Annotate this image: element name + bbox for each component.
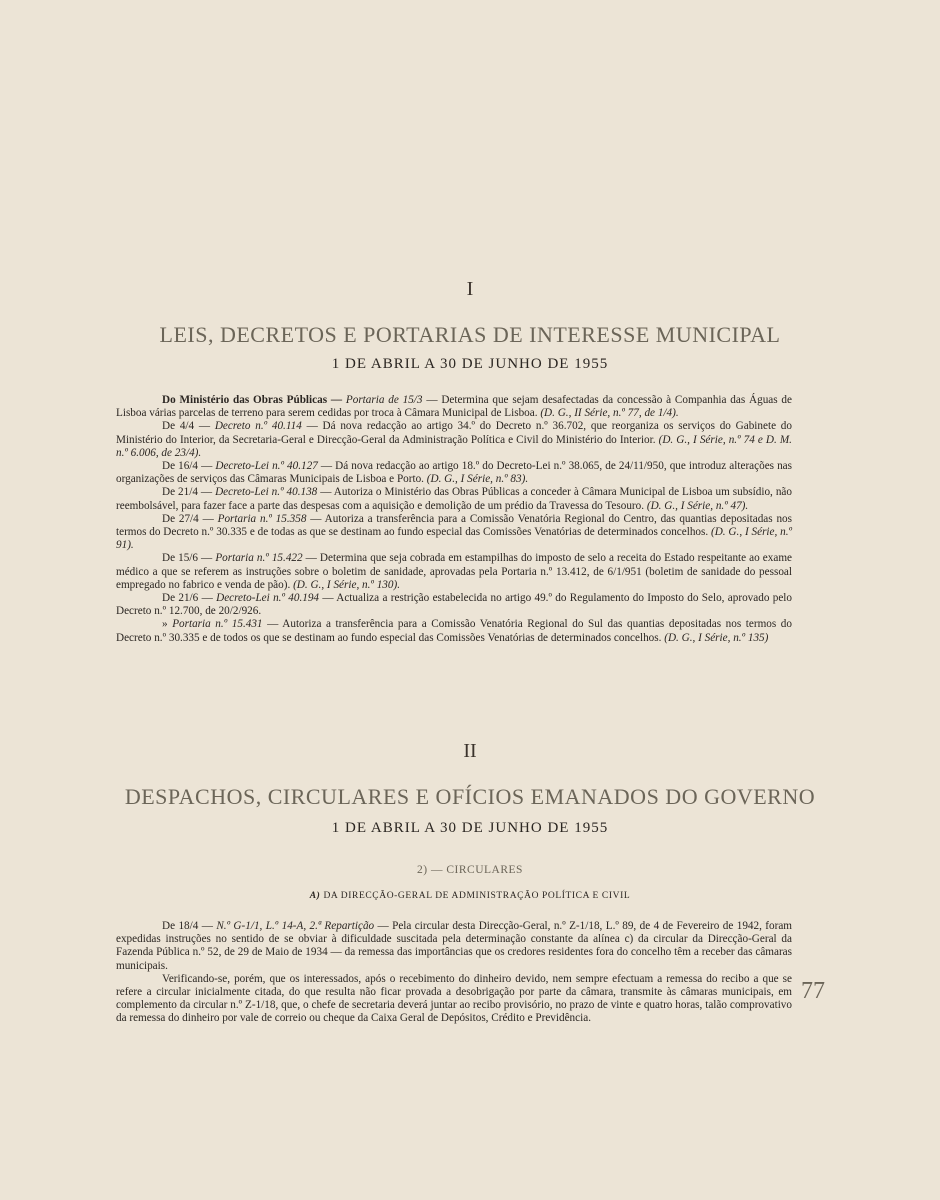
- entry: De 16/4 — Decreto-Lei n.º 40.127 — Dá nova redacção ao artigo 18.º do Decreto-Lei n.º 38.065, de 24/11/950, que introduz alterações nas organizações de serviços das Câmaras Municipais de Lisboa e Porto. (D. G., I Série, n.º 83).: [116, 460, 793, 486]
- entry: De 27/4 — Portaria n.º 15.358 — Autoriza a transferência para a Comissão Venatória Regional do Centro, das quantias depositadas nos termos do Decreto n.º 30.335 e de todas as que se destinam ao fundo especial das Comissões Venatórias de determinados concelhos. (D. G., I Série, n.º 91).: [116, 512, 792, 552]
- section-1-period: 1 DE ABRIL A 30 DE JUNHO DE 1955: [331, 356, 609, 372]
- section-1-entries: [116, 394, 792, 645]
- entry: De 21/4 — Decreto-Lei n.º 40.138 — Autoriza o Ministério das Obras Públicas a conceder à Câmara Municipal de Lisboa um subsídio, não reembolsável, para fazer face a parte das despesas com a aquisição e demolição de um prédio da Travessa do Tesouro. (D. G., I Série, n.º 47).: [116, 486, 792, 512]
- section-2-title: DESPACHOS, CIRCULARES E OFÍCIOS EMANADOS DO GOVERNO: [124, 784, 816, 809]
- entry: » Portaria n.º 15.431 — Autoriza a transferência para a Comissão Venatória Regional do Sul das quantias depositadas nos termos do Decreto n.º 30.335 e de todos os que se destinam ao fundo especial das Comissões Venatórias de determinados concelhos. (D. G., I Série, n.º 135): [116, 618, 792, 644]
- circular-text: [116, 920, 792, 1026]
- subsection-heading: 2) — CIRCULARES: [417, 864, 523, 876]
- section-2-number: II: [463, 740, 477, 762]
- entry: De 4/4 — Decreto n.º 40.114 — Dá nova redacção ao artigo 34.º do Decreto n.º 36.702, que reorganiza os serviços do Gabinete do Ministério do Interior, da Secretaria-Geral e Direcção-Geral da Administração Política e Civil do Ministério do Interior. (D. G., I Série, n.º 74 e D. M. n.º 6.006, de 23/4).: [116, 420, 792, 459]
- entry: Do Ministério das Obras Públicas — Portaria de 15/3 — Determina que sejam desafectadas da concessão à Companhia das Águas de Lisboa várias parcelas de terreno para serem cedidas por troca à Câmara Municipal de Lisboa. (D. G., II Série, n.º 77, de 1/4).: [116, 394, 792, 420]
- section-2-period: 1 DE ABRIL A 30 DE JUNHO DE 1955: [331, 820, 609, 836]
- paragraph: De 18/4 — N.º G-1/1, L.º 14-A, 2.ª Repartição — Pela circular desta Direcção-Geral, n.º Z-1/18, L.º 89, de 4 de Fevereiro de 1942, foram expedidas instruções no sentido de se obviar à dificuldade suscitada pela determinação constante da alínea c) da circular da Direcção-Geral da Fazenda Pública n.º 52, de 29 de Maio de 1934 — da remessa das importâncias que os credores residentes fora do concelho têm a receber das câmaras municipais.: [116, 920, 793, 972]
- paragraph: Verificando-se, porém, que os interessados, após o recebimento do dinheiro devido, nem sempre efectuam a remessa do recibo a que se refere a circular inicialmente citada, do que resulta não ficar provada a desobrigação por parte da câmara, transmite às câmaras municipais, em complemento da circular n.º Z-1/18, que, o chefe de secretaria deverá juntar ao recibo provisório, no prazo de vinte e quatro horas, talão comprovativo da remessa do dinheiro por vale de correio ou cheque da Caixa Geral de Depósitos, Crédito e Previdência.: [116, 972, 792, 1025]
- entry: De 15/6 — Portaria n.º 15.422 — Determina que seja cobrada em estampilhas do imposto de selo a receita do Estado respeitante ao exame médico a que se referem as instruções sobre o boletim de sanidade, aprovadas pela Portaria n.º 13.412, de 6/1/951 (boletim de sanidade do pessoal empregado no fabrico e venda de pão). (D. G., I Série, n.º 130).: [116, 552, 792, 591]
- entry: De 21/6 — Decreto-Lei n.º 40.194 — Actualiza a restrição estabelecida no artigo 49.º do Regulamento do Imposto do Selo, aprovado pelo Decreto n.º 12.700, de 20/2/926.: [116, 592, 793, 618]
- subsection-subheading: A) DA DIRECÇÃO-GERAL DE ADMINISTRAÇÃO POLÍTICA E CIVIL: [309, 891, 631, 901]
- section-1-number: I: [466, 278, 474, 300]
- page-number: 77: [801, 978, 825, 1004]
- section-1-title: LEIS, DECRETOS E PORTARIAS DE INTERESSE MUNICIPAL: [159, 322, 781, 347]
